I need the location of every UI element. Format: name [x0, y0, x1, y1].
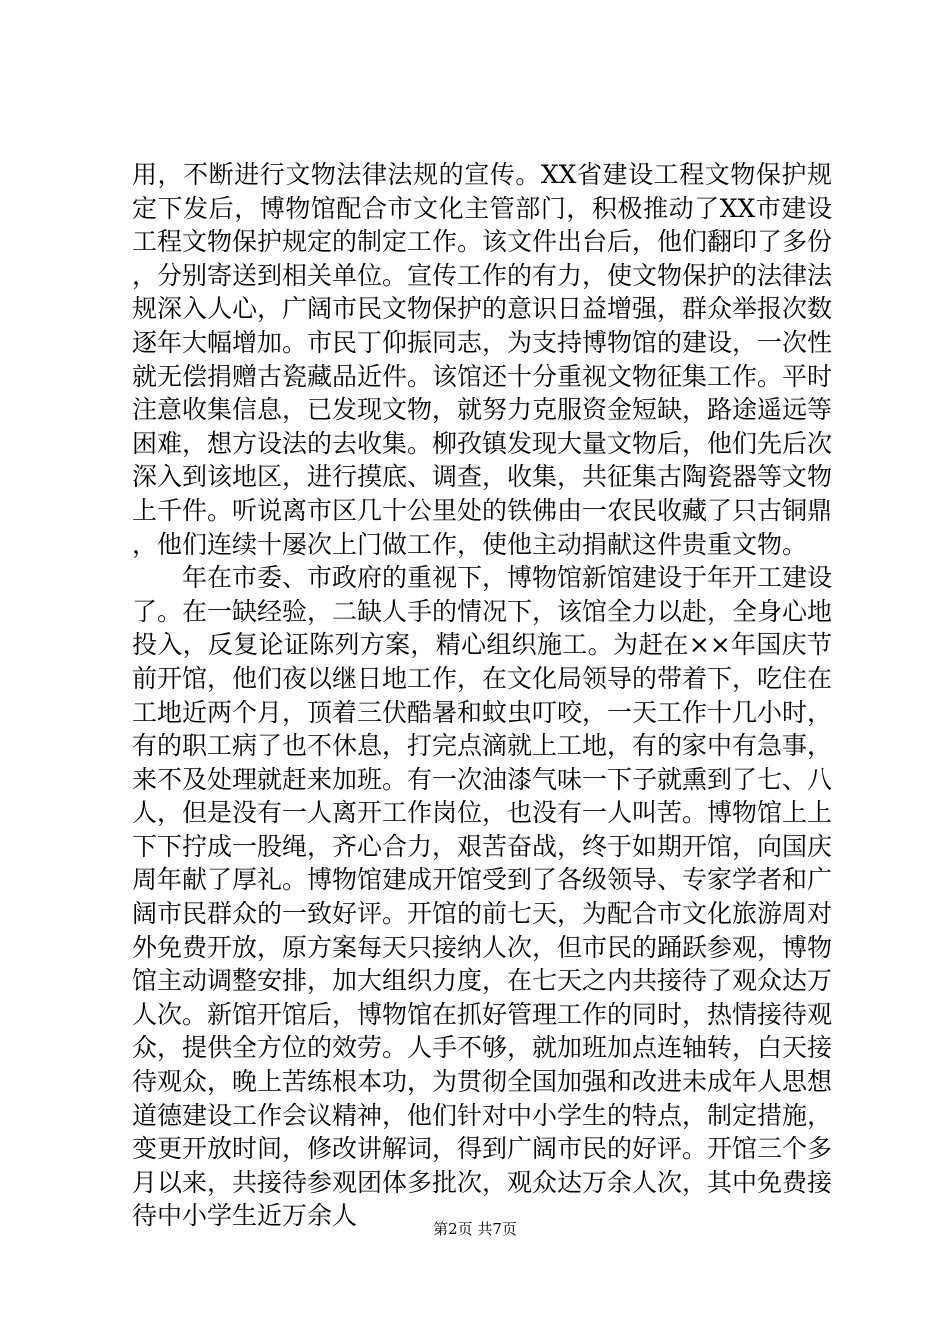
page-number-footer: 第2页 共7页	[433, 1220, 517, 1238]
body-text	[132, 158, 832, 1233]
paragraph-2: 年在市委、市政府的重视下，博物馆新馆建设于年开工建设了。在一缺经验，二缺人手的情况下，该馆全力以赴，全身心地投入，反复论证陈列方案，精心组织施工。为赶在××年国庆节前开馆，他们夜以继日地工作，在文化局领导的带着下，吃住在工地近两个月，顶着三伏酷暑和蚊虫叮咬，一天工作十几小时，有的职工病了也不休息，打完点滴就上工地，有的家中有急事，来不及处理就赶来加班。有一次油漆气味一下子就熏到了七、八人，但是没有一人离开工作岗位，也没有一人叫苦。博物馆上上下下拧成一股绳，齐心合力，艰苦奋战，终于如期开馆，向国庆周年献了厚礼。博物馆建成开馆受到了各级领导、专家学者和广阔市民群众的一致好评。开馆的前七天，为配合市文化旅游周对外免费开放，原方案每天只接纳人次，但市民的踊跃参观，博物馆主动调整安排，加大组织力度，在七天之内共接待了观众达万人次。新馆开馆后，博物馆在抓好管理工作的同时，热情接待观众，提供全方位的效劳。人手不够，就加班加点连轴转，白天接待观众，晚上苦练根本功，为贯彻全国加强和改进未成年人思想道德建设工作会议精神，他们针对中小学生的特点，制定措施，变更开放时间，修改讲解词，得到广阔市民的好评。开馆三个多月以来，共接待参观团体多批次，观众达万余人次，其中免费接待中小学生近万余人	[132, 563, 833, 1231]
paragraph-1: 用，不断进行文物法律法规的宣传。XX省建设工程文物保护规定下发后，博物馆配合市文化主管部门，积极推动了XX市建设工程文物保护规定的制定工作。该文件出台后，他们翻印了多份，分别寄送到相关单位。宣传工作的有力，使文物保护的法律法规深入人心，广阔市民文物保护的意识日益增强，群众举报次数逐年大幅增加。市民丁仰振同志，为支持博物馆的建设，一次性就无偿捐赠古瓷藏品近件。该馆还十分重视文物征集工作。平时注意收集信息，已发现文物，就努力克服资金短缺，路途遥远等困难，想方设法的去收集。柳孜镇发现大量文物后，他们先后次深入到该地区，进行摸底、调查，收集，共征集古陶瓷器等文物上千件。听说离市区几十公里处的铁佛由一农民收藏了只古铜鼎，他们连续十屡次上门做工作，使他主动捐献这件贵重文物。	[132, 160, 833, 559]
